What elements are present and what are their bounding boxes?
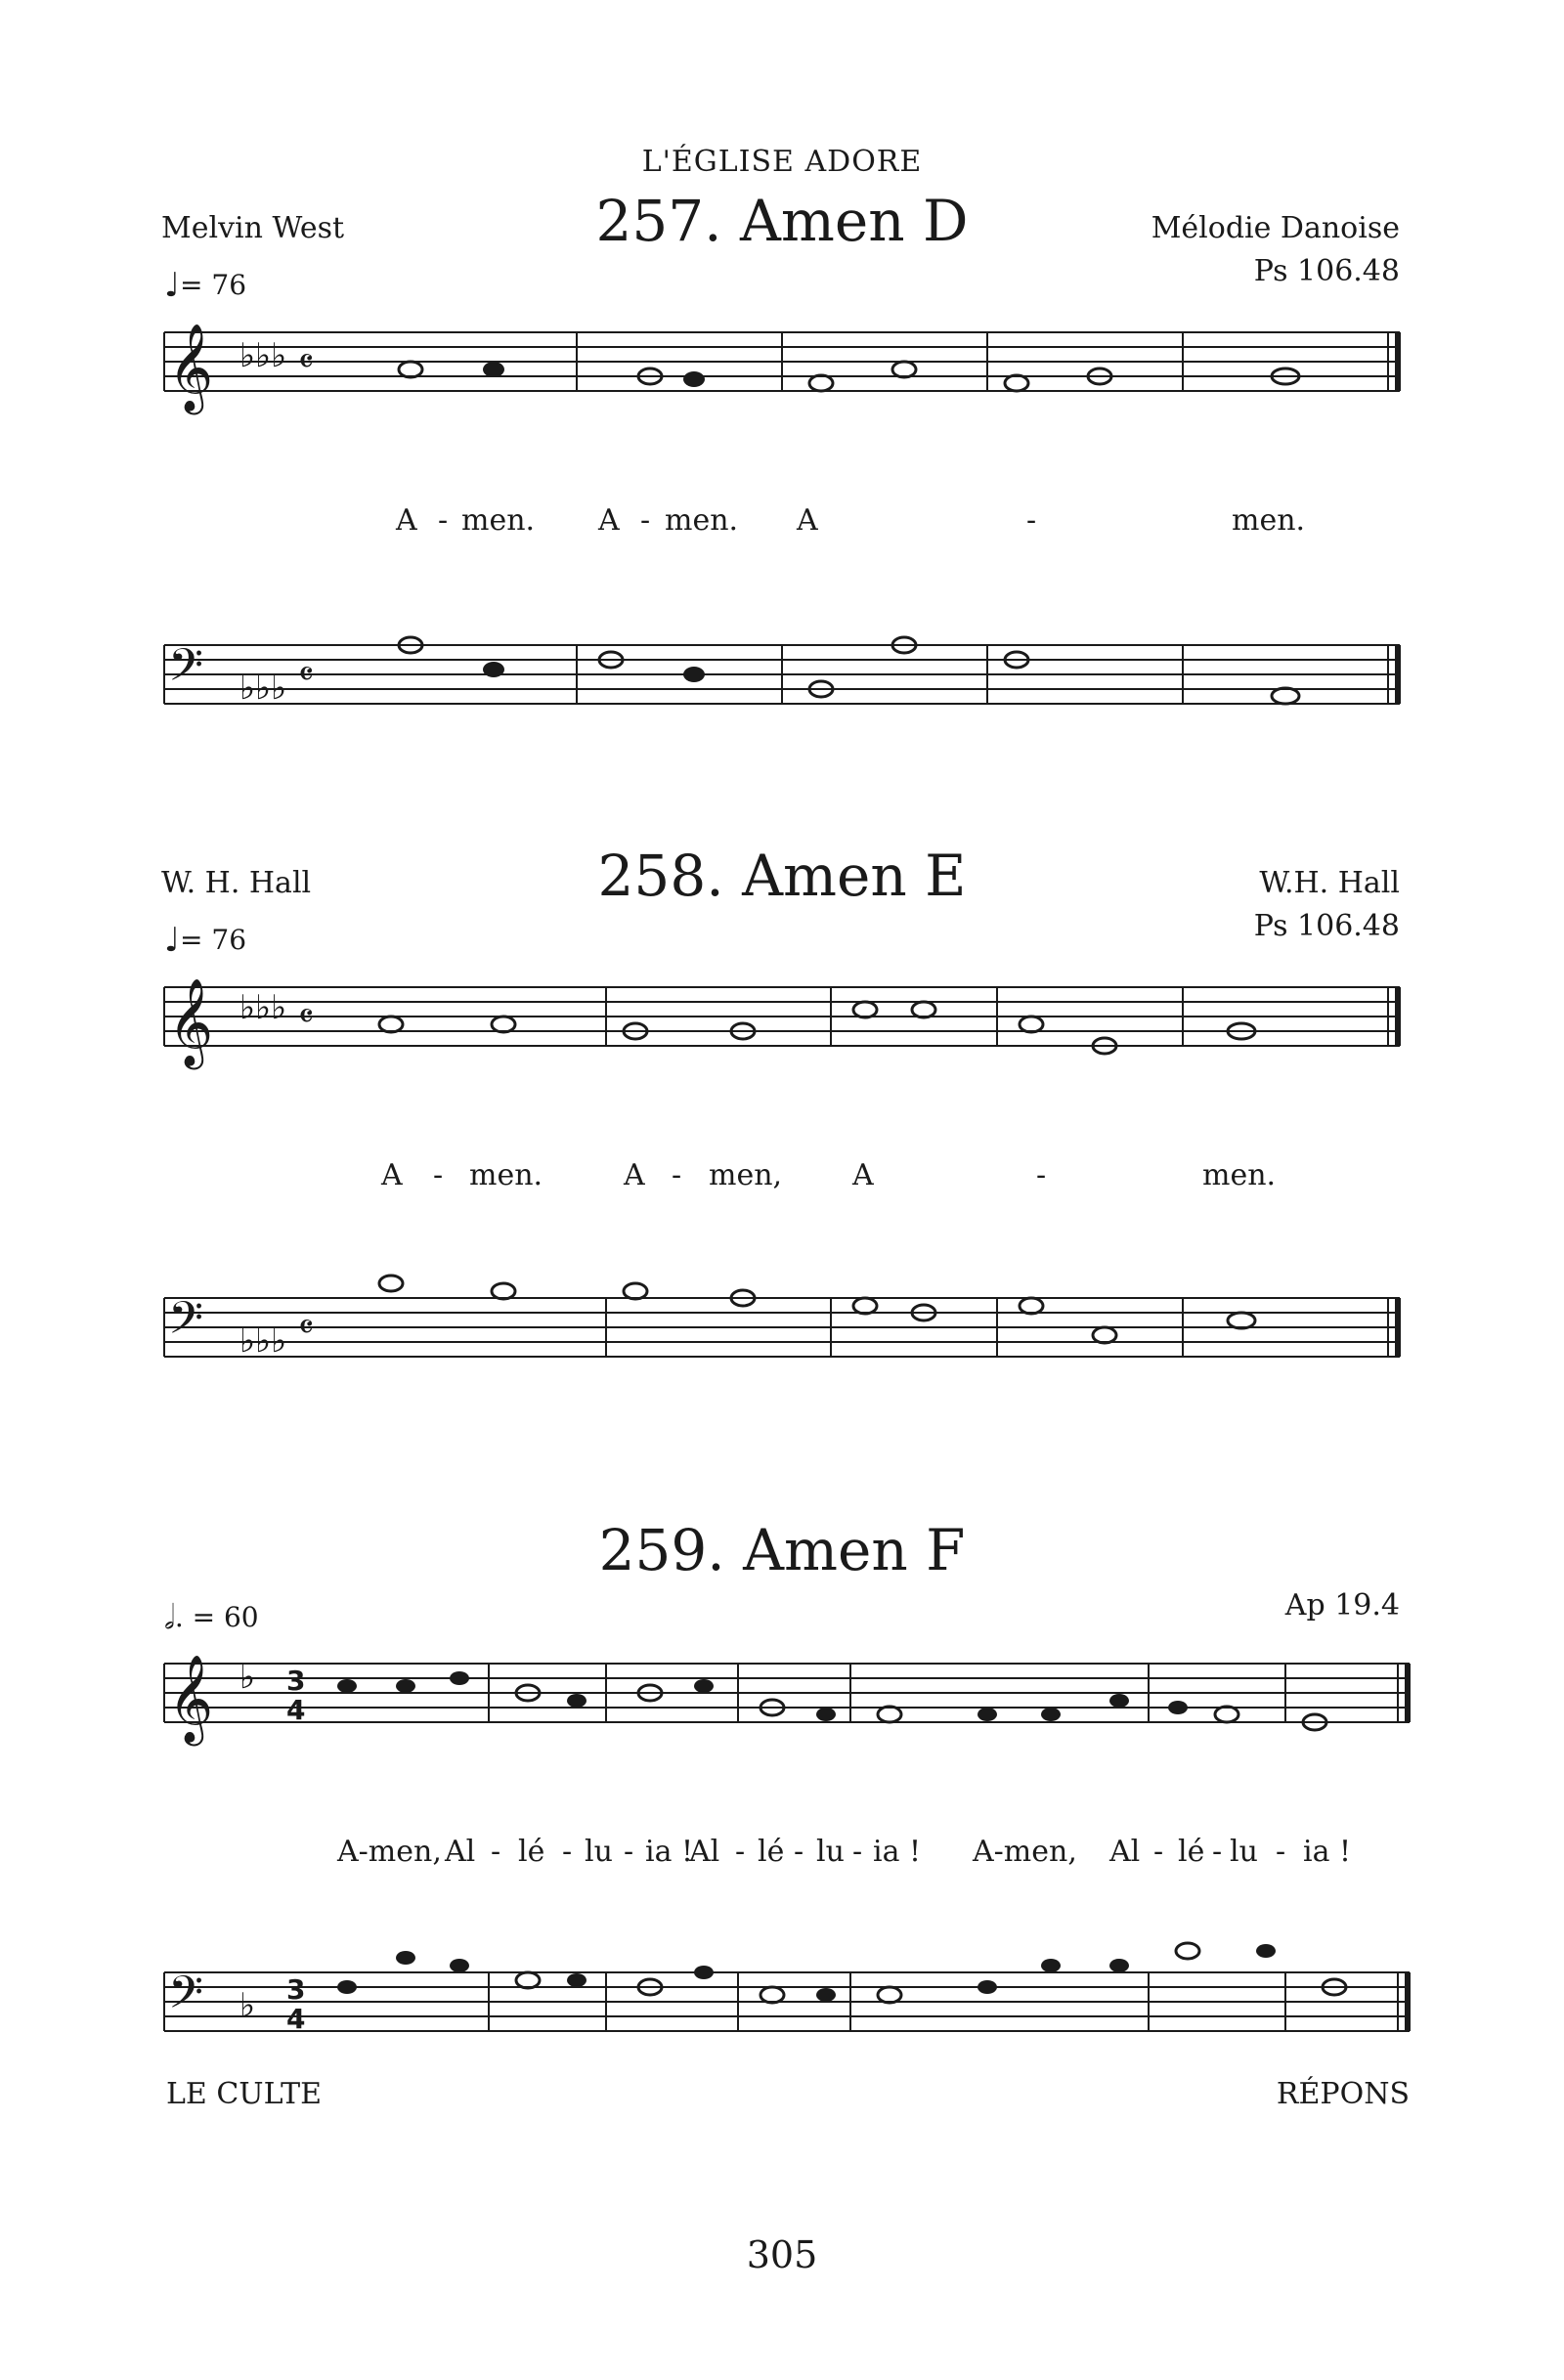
lyric-word: -: [640, 503, 651, 538]
common-time-icon: 𝄴: [298, 342, 315, 382]
lyric-word: ia !: [1303, 1835, 1352, 1869]
lyric-word: -: [433, 1158, 444, 1192]
hymn-259-tempo-value: . = 60: [174, 1601, 259, 1633]
lyric-word: men.: [665, 503, 739, 538]
hymn-258-tempo-value: = 76: [180, 924, 247, 956]
hymn-257-bass-staff: [0, 635, 1564, 723]
bass-clef-icon: 𝄢: [168, 639, 204, 703]
common-time-icon: 𝄴: [298, 997, 315, 1037]
flat-sign-icon: ♭: [239, 1986, 256, 2025]
common-time-icon: 𝄴: [298, 1308, 315, 1348]
hymn-259-tempo: [164, 1598, 259, 1637]
lyric-word: -: [1026, 503, 1037, 538]
lyric-word: -: [1276, 1835, 1286, 1869]
time-signature-top: 3: [286, 1665, 306, 1697]
lyric-word: -: [438, 503, 449, 538]
lyric-word: men.: [1202, 1158, 1277, 1192]
lyric-word: A: [797, 503, 818, 538]
footer-section-right: RÉPONS: [1276, 2077, 1410, 2111]
hymn-257-treble-staff: [0, 323, 1564, 411]
hymn-259-treble-staff: [0, 1654, 1564, 1742]
lyric-word: -: [794, 1835, 804, 1869]
lyric-word: -: [1212, 1835, 1223, 1869]
hymn-259-title: 259. Amen F: [598, 1517, 966, 1583]
hymn-259-bass-staff: [0, 1963, 1564, 2051]
treble-clef-icon: 𝄞: [168, 978, 214, 1066]
lyric-word: A: [396, 503, 417, 538]
lyric-word: -: [562, 1835, 573, 1869]
time-signature-top: 3: [286, 1973, 306, 2006]
lyric-word: -: [1153, 1835, 1164, 1869]
time-signature-bottom: 4: [286, 2003, 306, 2035]
hymn-257-title: 257. Amen D: [595, 188, 969, 254]
lyric-word: men.: [461, 503, 536, 538]
lyric-word: A: [598, 503, 620, 538]
treble-clef-icon: 𝄞: [168, 324, 214, 411]
common-time-icon: 𝄴: [298, 655, 315, 695]
lyric-word: -: [624, 1835, 634, 1869]
lyric-word: ia !: [873, 1835, 922, 1869]
flat-sign-icon: ♭♭♭: [239, 988, 287, 1027]
bass-clef-icon: 𝄢: [168, 1967, 204, 2030]
lyric-word: Al: [445, 1835, 476, 1869]
lyric-word: ia !: [645, 1835, 694, 1869]
bass-clef-icon: 𝄢: [168, 1292, 204, 1356]
hymn-258-treble-staff: [0, 977, 1564, 1065]
lyric-word: lé: [1178, 1835, 1205, 1869]
time-signature-bottom: 4: [286, 1694, 306, 1726]
lyric-word: -: [491, 1835, 501, 1869]
lyric-word: A: [852, 1158, 874, 1192]
lyric-word: lu: [816, 1835, 845, 1869]
lyric-word: men,: [709, 1158, 783, 1192]
lyric-word: A-men,: [337, 1835, 442, 1869]
flat-sign-icon: ♭♭♭: [239, 336, 287, 375]
flat-sign-icon: ♭♭♭: [239, 1321, 287, 1361]
lyric-word: men.: [469, 1158, 543, 1192]
flat-sign-icon: ♭♭♭: [239, 669, 287, 708]
hymn-259-scripture: Ap 19.4: [1284, 1588, 1400, 1623]
page-number: 305: [746, 2233, 818, 2276]
lyric-word: -: [852, 1835, 863, 1869]
hymn-257-tempo: [164, 266, 246, 305]
hymn-258-composer: W. H. Hall: [161, 866, 312, 900]
quarter-note-icon: ♩: [164, 266, 181, 305]
hymn-258-tempo: [164, 921, 246, 960]
hymn-258-scripture: Ps 106.48: [1253, 909, 1400, 943]
hymn-258-source: W.H. Hall: [1259, 866, 1400, 900]
quarter-note-icon: ♩: [164, 921, 181, 960]
running-header: L'ÉGLISE ADORE: [641, 145, 923, 179]
lyric-word: A: [381, 1158, 403, 1192]
lyric-word: Al: [1109, 1835, 1141, 1869]
hymn-258-title: 258. Amen E: [597, 843, 967, 909]
lyric-word: -: [735, 1835, 746, 1869]
lyric-word: lu: [1230, 1835, 1258, 1869]
lyric-word: lé: [758, 1835, 785, 1869]
hymn-258-bass-staff: [0, 1288, 1564, 1376]
hymn-257-tempo-value: = 76: [180, 269, 247, 301]
lyric-word: A: [624, 1158, 645, 1192]
lyric-word: lé: [518, 1835, 545, 1869]
treble-clef-icon: 𝄞: [168, 1655, 214, 1743]
footer-section-left: LE CULTE: [166, 2077, 322, 2111]
flat-sign-icon: ♭: [239, 1658, 256, 1697]
lyric-word: Al: [689, 1835, 720, 1869]
lyric-word: lu: [585, 1835, 613, 1869]
lyric-word: -: [1036, 1158, 1047, 1192]
hymn-257-source: Mélodie Danoise: [1151, 211, 1400, 245]
lyric-word: A-men,: [973, 1835, 1077, 1869]
half-note-icon: 𝅗𝅥: [164, 1598, 175, 1637]
hymn-257-scripture: Ps 106.48: [1253, 254, 1400, 288]
lyric-word: men.: [1232, 503, 1306, 538]
lyric-word: -: [672, 1158, 682, 1192]
hymn-257-composer: Melvin West: [161, 211, 345, 245]
